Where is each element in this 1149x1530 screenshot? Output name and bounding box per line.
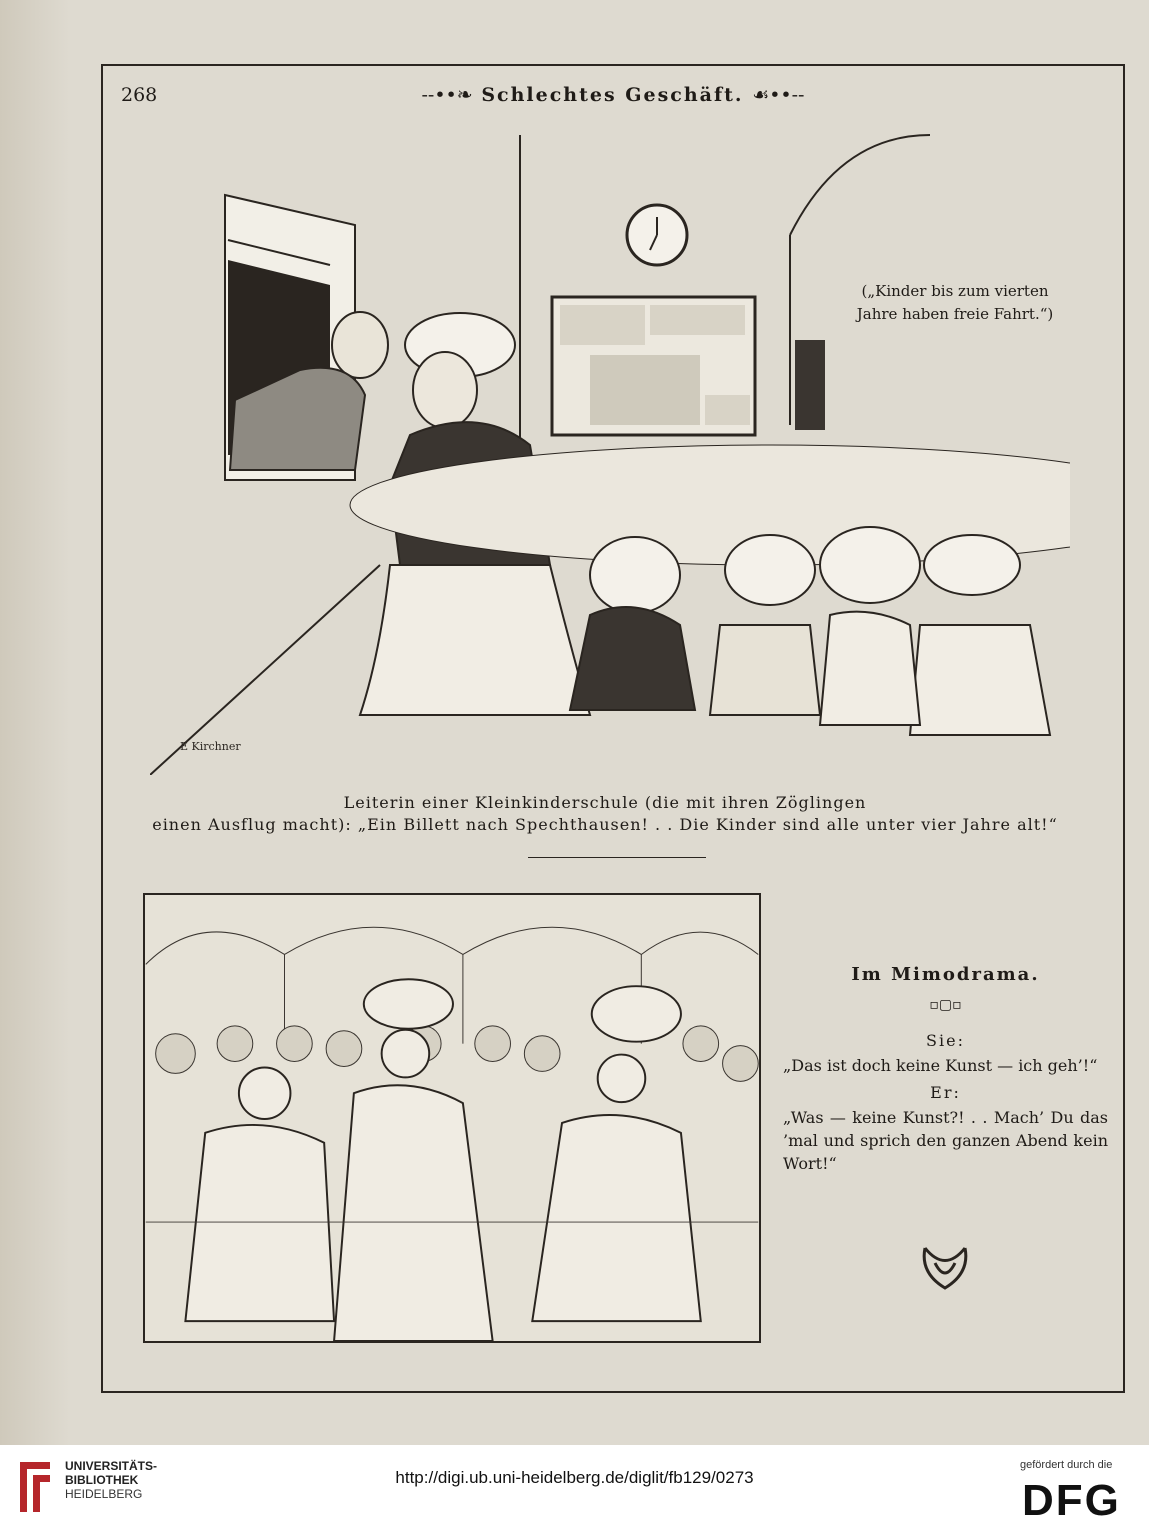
running-title-text: Schlechtes Geschäft. <box>481 84 744 106</box>
page-number: 268 <box>121 84 158 106</box>
cartoon-ticket-counter <box>150 125 1070 775</box>
dfg-logo[interactable]: DFG <box>1022 1476 1121 1525</box>
institution-line-3: HEIDELBERG <box>65 1487 143 1501</box>
wall-clock <box>627 205 687 265</box>
end-ornament-icon <box>915 1238 975 1298</box>
poem-im-mimodrama <box>783 963 1108 1175</box>
caption-line-2: einen Ausflug macht): „Ein Billett nach Spechthausen! . . Die Kinder sind alle unter vier Jahre alt!“ <box>152 815 1058 834</box>
cartoon-theatre-audience <box>143 893 761 1343</box>
poem-title: Im Mimodrama. <box>851 964 1040 985</box>
cartoon-caption <box>140 792 1070 836</box>
section-divider <box>528 857 706 858</box>
artist-signature: E Kirchner <box>180 740 241 753</box>
poem-ornament: ▫▢▫ <box>929 997 962 1013</box>
running-header <box>101 84 1125 110</box>
speaker-er: Er: <box>930 1083 961 1102</box>
dialogue-line-1: „Das ist doch keine Kunst — ich geh’!“ <box>783 1056 1098 1075</box>
man-in-background <box>795 340 825 430</box>
dialogue-line-2: „Was — keine Kunst?! . . Mach’ Du das ’mal und sprich den ganzen Abend kein Wort!“ <box>783 1108 1108 1173</box>
timetable-board <box>552 297 755 435</box>
funding-label: gefördert durch die <box>1020 1459 1113 1471</box>
ornament-right: ☙••-- <box>752 84 805 106</box>
speaker-sie: Sie: <box>926 1031 965 1050</box>
ornament-left: --••❧ <box>421 84 473 106</box>
institution-line-1: UNIVERSITÄTS- <box>65 1459 158 1473</box>
institution-line-2: BIBLIOTHEK <box>65 1473 139 1487</box>
caption-line-1: Leiterin einer Kleinkinderschule (die mit ihren Zöglingen <box>343 793 867 812</box>
page-gutter-shade <box>0 0 70 1445</box>
running-title <box>101 84 1125 106</box>
permalink-url[interactable]: http://digi.ub.uni-heidelberg.de/diglit/fb129/0273 <box>395 1468 754 1487</box>
cartoon-note: („Kinder bis zum vierten Jahre haben freie Fahrt.“) <box>856 282 1054 323</box>
